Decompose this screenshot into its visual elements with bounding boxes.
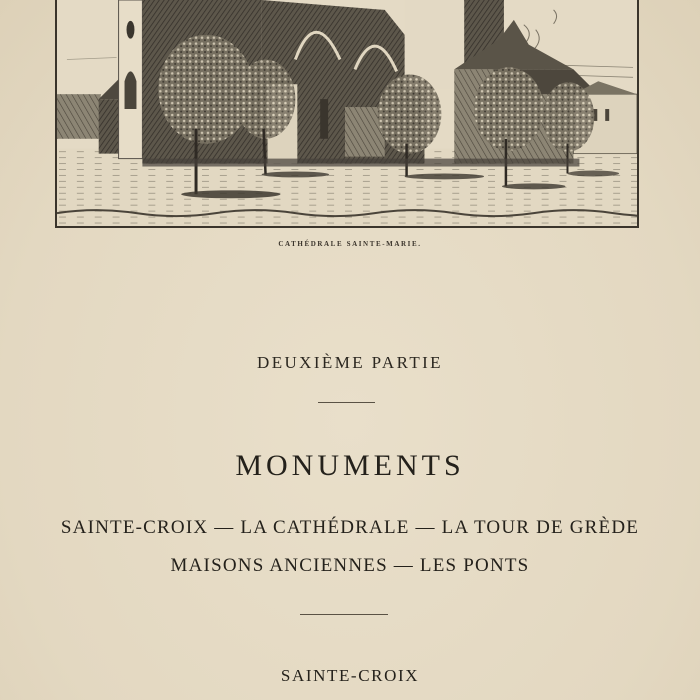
illustration-caption: CATHÉDRALE SAINTE-MARIE. <box>278 240 422 248</box>
engraving-illustration <box>57 0 637 226</box>
part-title: DEUXIÈME PARTIE <box>257 353 443 372</box>
section-subjects-line-1: SAINTE-CROIX — LA CATHÉDRALE — LA TOUR DE GRÈDE <box>60 517 640 538</box>
section-title: MONUMENTS <box>235 449 465 482</box>
divider-rule <box>300 614 388 615</box>
divider-rule <box>318 402 375 403</box>
section-subjects-line-2: MAISONS ANCIENNES — LES PONTS <box>170 555 530 576</box>
chapter-title: SAINTE-CROIX <box>280 666 420 685</box>
cathedral-engraving <box>55 0 639 228</box>
